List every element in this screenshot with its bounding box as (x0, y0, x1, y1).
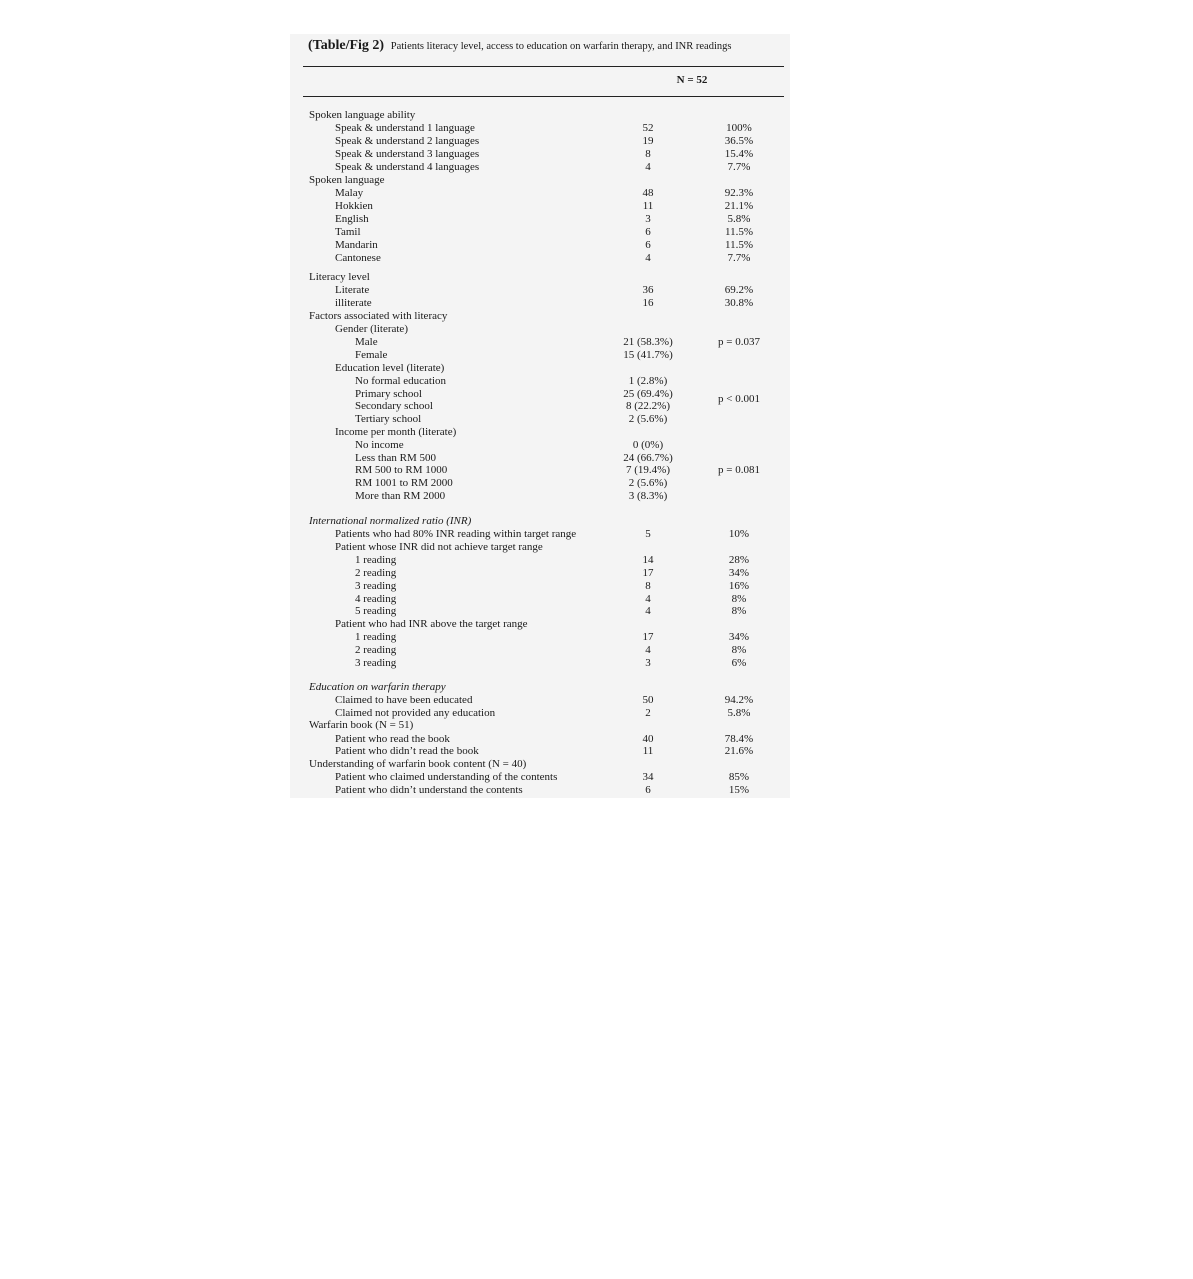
row-label: Spoken language ability (309, 109, 416, 121)
row-count: 5 (645, 528, 651, 540)
row-percent: 5.8% (727, 213, 751, 225)
row-percent: 8% (731, 644, 747, 656)
pvalue-education-text: p < 0.001 (718, 393, 760, 405)
row-label: Patient who read the book (335, 733, 450, 745)
row-percent: 6% (731, 657, 747, 669)
row-count: 4 (645, 593, 651, 605)
row-count: 2 (5.6%) (628, 413, 668, 425)
table-row (0, 135, 1193, 148)
row-label: 5 reading (355, 605, 397, 617)
row-label: 1 reading (355, 631, 397, 643)
table-row (0, 580, 1193, 593)
row-label: Speak & understand 3 languages (335, 148, 480, 160)
row-label: International normalized ratio (INR) (309, 515, 472, 527)
row-label: Patients who had 80% INR reading within target range (335, 528, 577, 540)
table-row (0, 515, 1193, 528)
row-percent: 100% (726, 122, 752, 134)
row-count: 4 (645, 644, 651, 656)
row-label: Income per month (literate) (335, 426, 457, 438)
table-row (0, 644, 1193, 657)
row-percent: 16% (728, 580, 750, 592)
row-label: Gender (literate) (335, 323, 408, 335)
table-row (0, 323, 1193, 336)
row-label: Patient who didn’t read the book (335, 745, 479, 757)
n-column-header: N = 52 (676, 74, 708, 86)
row-label: Speak & understand 4 languages (335, 161, 480, 173)
table-row (0, 426, 1193, 439)
table-row (0, 657, 1193, 670)
table-row (0, 252, 1193, 265)
row-count: 2 (5.6%) (628, 477, 668, 489)
row-label: English (335, 213, 369, 225)
table-row (0, 336, 1193, 349)
row-percent: 85% (728, 771, 750, 783)
row-label: Claimed to have been educated (335, 694, 473, 706)
table-row (0, 477, 1193, 490)
table-row (0, 758, 1193, 771)
row-label: Spoken language (309, 174, 385, 186)
row-percent: 94.2% (724, 694, 754, 706)
table-row (0, 490, 1193, 503)
row-label: Warfarin book (N = 51) (309, 719, 414, 731)
row-count: 17 (642, 567, 654, 579)
row-label: 1 reading (355, 554, 397, 566)
row-percent: 11.5% (724, 239, 753, 251)
row-percent: 36.5% (724, 135, 754, 147)
row-count: 16 (642, 297, 654, 309)
row-count: 50 (642, 694, 654, 706)
table-row (0, 122, 1193, 135)
row-count: 7 (19.4%) (626, 464, 670, 476)
row-count: 52 (642, 122, 654, 134)
table-caption (308, 38, 731, 54)
table-row (0, 226, 1193, 239)
row-label: Secondary school (355, 400, 433, 412)
table-row (0, 200, 1193, 213)
row-label: Mandarin (335, 239, 378, 251)
row-percent: 10% (728, 528, 750, 540)
row-percent: p = 0.037 (718, 336, 760, 348)
row-count: 2 (645, 707, 651, 719)
table-row (0, 554, 1193, 567)
top-rule (303, 66, 784, 67)
table-row (0, 297, 1193, 310)
row-label: Understanding of warfarin book content (N = 40) (309, 758, 527, 770)
row-label: Education level (literate) (335, 362, 445, 374)
table-row (0, 771, 1193, 784)
row-percent: 34% (728, 567, 750, 579)
row-label: 4 reading (355, 593, 397, 605)
row-percent: 69.2% (724, 284, 754, 296)
row-count: 0 (0%) (632, 439, 664, 451)
row-count: 25 (69.4%) (623, 388, 673, 400)
table-row (0, 148, 1193, 161)
row-count: 36 (642, 284, 654, 296)
row-count: 17 (642, 631, 654, 643)
row-label: More than RM 2000 (355, 490, 446, 502)
table-row (0, 631, 1193, 644)
row-count: 1 (2.8%) (628, 375, 668, 387)
row-label: Claimed not provided any education (335, 707, 496, 719)
row-label: Patient who had INR above the target range (335, 618, 528, 630)
row-percent: 15% (728, 784, 750, 796)
table-row (0, 375, 1193, 388)
row-percent: 8% (731, 605, 747, 617)
row-count: 24 (66.7%) (623, 452, 673, 464)
row-percent: 15.4% (724, 148, 754, 160)
table-row (0, 284, 1193, 297)
table-row (0, 719, 1193, 732)
pvalue-education (0, 393, 1193, 406)
row-count: 11 (642, 200, 654, 212)
row-label: Tertiary school (355, 413, 422, 425)
row-label: Cantonese (335, 252, 381, 264)
row-label: Hokkien (335, 200, 373, 212)
row-label: 2 reading (355, 567, 397, 579)
table-row (0, 745, 1193, 758)
table-row (0, 528, 1193, 541)
row-count: 3 (8.3%) (628, 490, 668, 502)
row-label: 3 reading (355, 657, 397, 669)
row-count: 6 (645, 239, 651, 251)
row-count: 4 (645, 252, 651, 264)
row-count: 6 (645, 784, 651, 796)
row-label: No formal education (355, 375, 447, 387)
row-label: Female (355, 349, 388, 361)
table-row (0, 413, 1193, 426)
row-percent: 92.3% (724, 187, 754, 199)
row-percent: 21.6% (724, 745, 754, 757)
table-row (0, 605, 1193, 618)
table-row (0, 271, 1193, 284)
row-percent: 30.8% (724, 297, 754, 309)
row-label: Education on warfarin therapy (309, 681, 446, 693)
row-count: 8 (645, 580, 651, 592)
row-label: Primary school (355, 388, 422, 400)
row-count: 14 (642, 554, 654, 566)
table-row (0, 187, 1193, 200)
row-label: Patient who didn’t understand the contents (335, 784, 523, 796)
row-label: Speak & understand 2 languages (335, 135, 480, 147)
caption-text: Patients literacy level, access to education on warfarin therapy, and INR readings (390, 41, 732, 52)
row-percent: 7.7% (727, 252, 751, 264)
table-row (0, 213, 1193, 226)
row-count: 6 (645, 226, 651, 238)
row-label: Tamil (335, 226, 361, 238)
table-row (0, 174, 1193, 187)
table-row (0, 109, 1193, 122)
table-row (0, 239, 1193, 252)
row-label: Factors associated with literacy (309, 310, 448, 322)
row-count: 21 (58.3%) (623, 336, 673, 348)
row-label: No income (355, 439, 404, 451)
row-count: 19 (642, 135, 654, 147)
row-label: illiterate (335, 297, 372, 309)
row-count: 15 (41.7%) (623, 349, 673, 361)
row-count: 11 (642, 745, 654, 757)
table-row (0, 618, 1193, 631)
row-percent: 7.7% (727, 161, 751, 173)
table-row (0, 349, 1193, 362)
row-count: 4 (645, 161, 651, 173)
row-label: Literacy level (309, 271, 370, 283)
row-label: 3 reading (355, 580, 397, 592)
row-label: RM 1001 to RM 2000 (355, 477, 453, 489)
table-row (0, 567, 1193, 580)
table-row (0, 694, 1193, 707)
row-percent: 11.5% (724, 226, 753, 238)
row-count: 8 (645, 148, 651, 160)
table-row (0, 784, 1193, 797)
table-row (0, 439, 1193, 452)
table-row (0, 161, 1193, 174)
row-label: 2 reading (355, 644, 397, 656)
row-label: RM 500 to RM 1000 (355, 464, 448, 476)
row-count: 8 (22.2%) (626, 400, 670, 412)
row-percent: 21.1% (724, 200, 754, 212)
row-label: Patient whose INR did not achieve target range (335, 541, 543, 553)
table-row (0, 681, 1193, 694)
row-percent: 78.4% (724, 733, 754, 745)
row-count: 3 (645, 213, 651, 225)
row-count: 34 (642, 771, 654, 783)
row-percent: 5.8% (727, 707, 751, 719)
table-row (0, 541, 1193, 554)
row-count: 40 (642, 733, 654, 745)
header-rule (303, 96, 784, 97)
row-label: Literate (335, 284, 370, 296)
row-label: Male (355, 336, 378, 348)
row-percent: 28% (728, 554, 750, 566)
row-count: 3 (645, 657, 651, 669)
row-label: Speak & understand 1 language (335, 122, 475, 134)
row-percent: 8% (731, 593, 747, 605)
row-label: Malay (335, 187, 364, 199)
row-label: Patient who claimed understanding of the contents (335, 771, 558, 783)
row-percent: 34% (728, 631, 750, 643)
table-row (0, 362, 1193, 375)
table-row (0, 310, 1193, 323)
row-label: Less than RM 500 (355, 452, 436, 464)
row-percent: p = 0.081 (718, 464, 760, 476)
table-row (0, 464, 1193, 477)
caption-label: (Table/Fig 2) (308, 38, 385, 53)
row-count: 48 (642, 187, 654, 199)
row-count: 4 (645, 605, 651, 617)
